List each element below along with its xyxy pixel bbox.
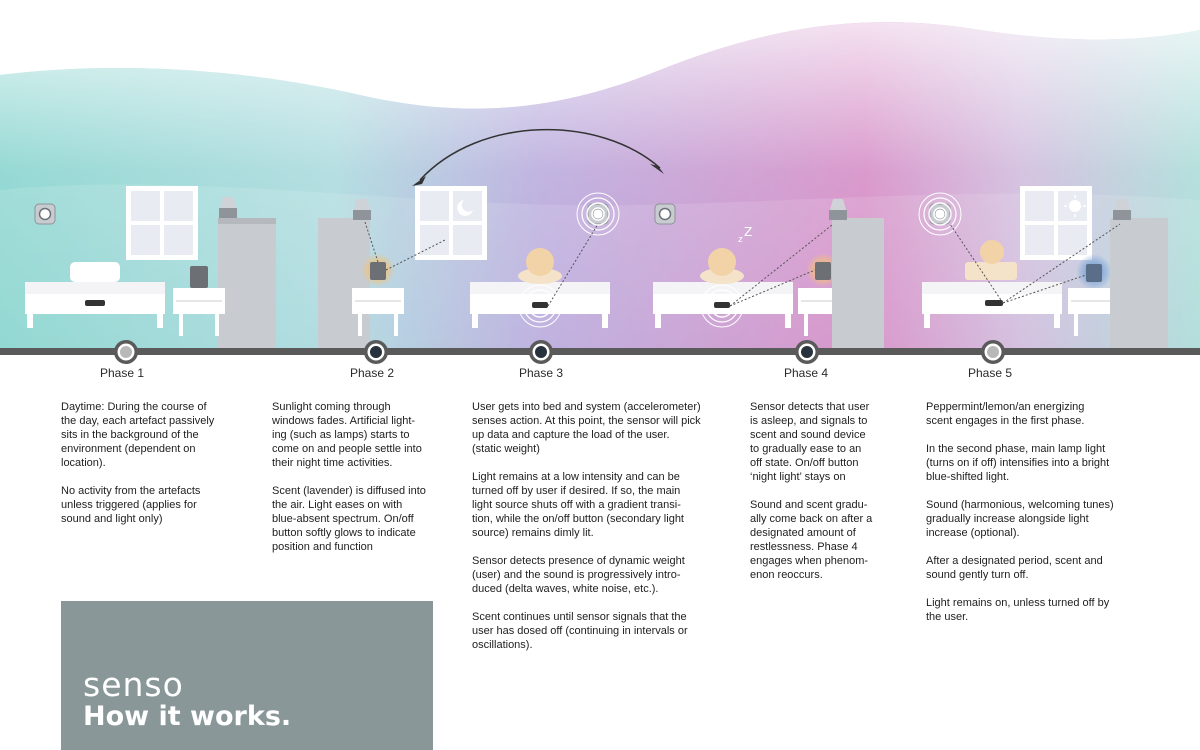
- phase-5-paragraph: In the second phase, main lamp light (turns on if off) intensifies into a bright blue-shifted light.: [926, 443, 1110, 483]
- phase-3-paragraph: User gets into bed and system (accelerometer) senses action. At this point, the sensor will pick up data and capture the load of the user. (static weight): [472, 401, 701, 455]
- phase-4-paragraph: Sensor detects that user is asleep, and signals to scent and sound device to gradually ease to an off state. On/off button ‘night light’ stays on: [750, 401, 870, 483]
- phase-3-paragraph: Light remains at a low intensity and can be turned off by user if desired. If so, the main light source shuts off with a gradient transi- tion, while the on/off button (secondary light source) remains dimly lit.: [472, 471, 684, 539]
- phase-node-2: [364, 340, 388, 364]
- phase-2-label: Phase 2: [349, 366, 395, 380]
- brand-tagline: How it works.: [83, 701, 292, 732]
- phase-3-description: [472, 400, 732, 666]
- phase-5-paragraph: Sound (harmonious, welcoming tunes) gradually increase alongside light increase (optional).: [926, 499, 1114, 539]
- brand-logo: senso: [83, 665, 184, 704]
- phase-1-paragraph: No activity from the artefacts unless triggered (applies for sound and light only): [61, 485, 201, 525]
- phase-2-description: [272, 400, 452, 568]
- phase-3-paragraph: Sensor detects presence of dynamic weight (user) and the sound is progressively intro- duced (delta waves, white noise, etc.).: [472, 555, 685, 595]
- phase-2-paragraph: Scent (lavender) is diffused into the air. Light eases on with blue-absent spectrum. On/off button softly glows to indicate position and function: [272, 485, 426, 553]
- phase-3-label: Phase 3: [518, 366, 564, 380]
- phase-2-paragraph: Sunlight coming through windows fades. Artificial light- ing (such as lamps) starts to come on and people settle into their night time activities.: [272, 401, 422, 469]
- phase-5-label: Phase 5: [967, 366, 1013, 380]
- phase-1-paragraph: Daytime: During the course of the day, each artefact passively sits in the background of the environment (dependent on location).: [61, 401, 215, 469]
- phase-5-paragraph: Light remains on, unless turned off by the user.: [926, 597, 1110, 623]
- phase-4-label: Phase 4: [783, 366, 829, 380]
- svg-text:z: z: [738, 235, 743, 245]
- phase-1-label: Phase 1: [99, 366, 145, 380]
- phase-node-5: [981, 340, 1005, 364]
- phase-illustration: [0, 0, 1200, 370]
- brand-box: [61, 601, 433, 750]
- phase-5-paragraph: After a designated period, scent and sound gently turn off.: [926, 555, 1103, 581]
- phase-5-description: [926, 400, 1156, 638]
- phase-3-paragraph: Scent continues until sensor signals that the user has dosed off (continuing in intervals or oscillations).: [472, 611, 688, 651]
- phase-node-4: [795, 340, 819, 364]
- phase-node-1: [114, 340, 138, 364]
- svg-text:Z: Z: [744, 225, 753, 239]
- phase-5-paragraph: Peppermint/lemon/an energizing scent engages in the first phase.: [926, 401, 1085, 427]
- phase-4-description: [750, 400, 910, 596]
- phase-4-paragraph: Sound and scent gradu- ally come back on after a designated amount of restlessness. Phase 4 engages when phenom- enon reoccurs.: [750, 499, 873, 581]
- phase-node-3: [529, 340, 553, 364]
- phase-1-description: [61, 400, 251, 540]
- timeline-bar: [0, 348, 1200, 355]
